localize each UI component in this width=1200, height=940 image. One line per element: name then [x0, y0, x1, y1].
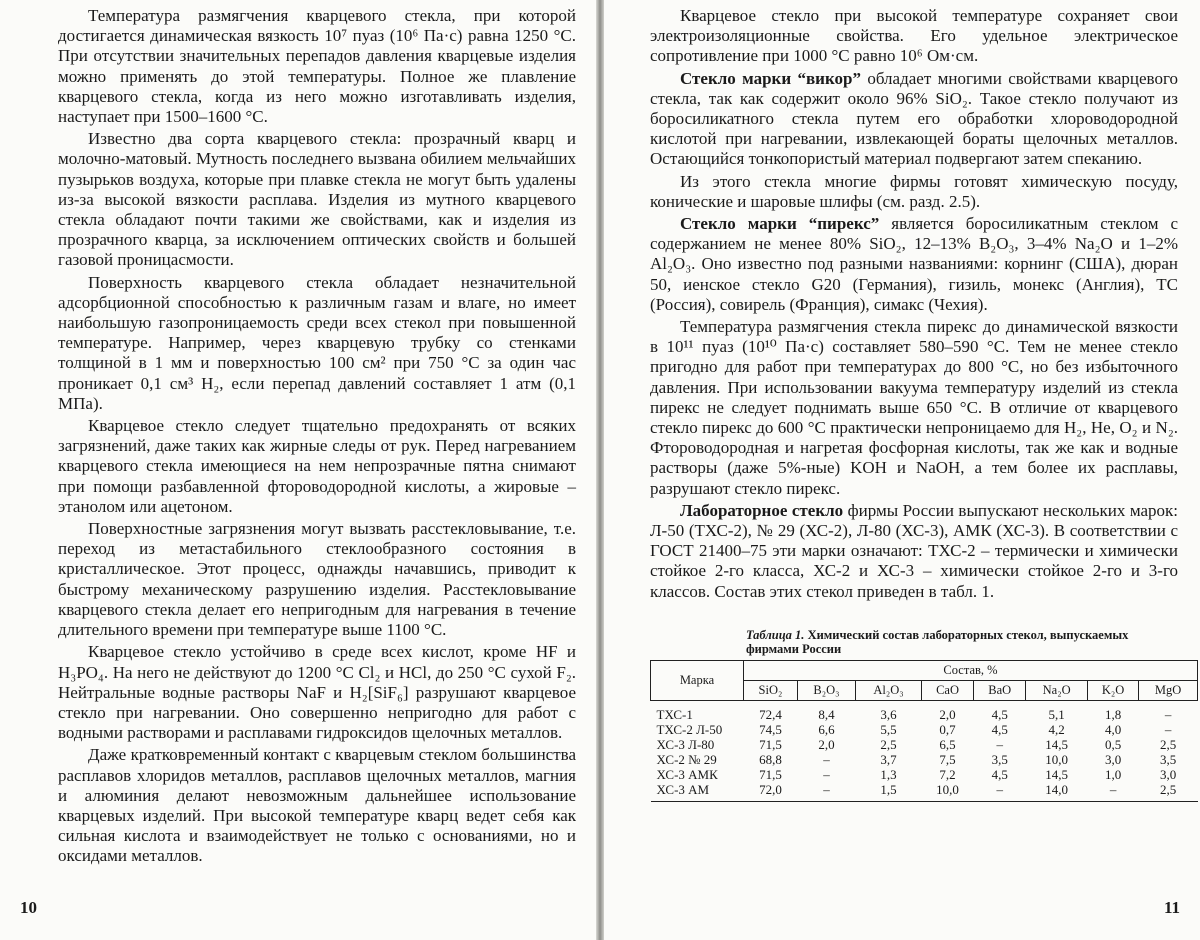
paragraph [650, 69, 1178, 170]
composition-table [650, 660, 1198, 802]
paragraph-text: является боросиликатным стеклом с содержанием не менее 80% SiO₂, 12–13% B₂O₃, 3–4% Na₂O и 1–2% Al₂O₃. Оно известно под разными названиями: корнинг (США), дюран 50, иенское стекло G20 (Германия), гизиль, монекс (Англия), ТС (Россия), совирель (Франция), симакс (Чехия). [650, 214, 1179, 314]
table-cell: 2,0 [818, 736, 835, 752]
table-caption-text: Химический состав лабораторных стекол, выпускаемых фирмами России [746, 627, 1129, 656]
paragraph [650, 501, 1178, 602]
column-header: Al₂O₃ [856, 680, 922, 700]
table-cell: – [996, 736, 1003, 752]
table-cell: 8,4 [818, 706, 835, 722]
paragraph: Из этого стекла многие фирмы готовят химическую посуду, конические и шаровые шлифы (см. разд. 2.5). [650, 171, 1178, 211]
table-cell: 71,5 [759, 766, 782, 782]
paragraph-text: обладает многими свойствами кварцевого стекла, так как содержит около 96% SiO₂. Такое стекло получают из боросиликатного стекла путем его обработки хлороводородной кислотой при нагревании, извлекающей бораты щелочных металлов. Остающийся тонкопористый материал подвергают затем спеканию. [650, 68, 1178, 169]
table-cell: 71,5 [759, 736, 782, 752]
paragraph: Кварцевое стекло следует тщательно предохранять от всяких загрязнений, даже таких как жирные следы от рук. Перед нагреванием кварцевого стекла имеющиеся на нем непрозрачные пятна снимают при помощи разбавленной фтороводородной кислоты, а жировые – этанолом или ацетоном. [58, 416, 576, 516]
table-cell: 72,0 [744, 782, 798, 802]
column-header: MgO [1139, 680, 1198, 700]
table-cell: 4,5 [991, 721, 1008, 737]
table-cell: – [1087, 782, 1138, 802]
table-cell: 14,0 [1026, 782, 1088, 802]
column-header: K₂O [1087, 680, 1138, 700]
table-cell: – [1164, 721, 1172, 737]
column-header: Na₂O [1026, 680, 1088, 700]
table-cell: 6,6 [818, 721, 835, 737]
table-caption [746, 628, 1178, 656]
right-page [604, 0, 1200, 940]
paragraph-text: фирмы России выпускают нескольких марок: Л-50 (ТХС-2), № 29 (ХС-2), Л-80 (ХС-3), АМК (ХС-3). В соответствии с ГОСТ 21400–75 эти марки означают: ТХС-2 – термически и химически стойкое 2-го класса, ХС-2 и ХС-3 – химически стойкое 2-го и 3-го классов. Состав этих стекол приведен в табл. 1. [650, 500, 1178, 601]
table-cell: – [823, 751, 830, 767]
table-cell: 1,0 [1104, 766, 1122, 782]
table-cell: – [823, 766, 830, 782]
table-cell: 2,0 [939, 706, 956, 722]
table-cell: 2,5 [880, 736, 897, 752]
table-cell: 1,5 [856, 782, 922, 802]
paragraph: Поверхность кварцевого стекла обладает незначительной адсорбционной способностью к различным газам и влаге, но имеет наибольшую газопроницаемость среди всех стекол при повышенной температуре. Например, через кварцевую трубку со стенками толщиной в 1 мм и поверхностью 100 см² при 750 °С за один час проникает 0,1 см³ H₂, если перепад давлений составляет 1 атм (0,1 МПа). [58, 272, 576, 413]
table-cell: 14,5 [1045, 766, 1069, 782]
row-label: ТХС-1 [656, 706, 693, 722]
term-vikor: Стекло марки “викор” [680, 68, 861, 88]
table-cell: 0,7 [939, 721, 956, 737]
paragraph: Поверхностные загрязнения могут вызвать расстекловывание, т.е. переход из метастабильного стеклообразного состояния в кристаллическое. Этот процесс, однажды начавшись, приводит к быстрому механическому разрушению изделия. Расстекловывание кварцевого стекла делает его непригодным для нагревания в течение длительного времени при температуре выше 1100 °С. [58, 519, 576, 640]
table-caption-label: Таблица 1. [746, 627, 805, 642]
table-cell: 4,2 [1048, 721, 1065, 737]
table-cell: – [1164, 706, 1172, 722]
row-label: ХС-3 АМ [651, 782, 744, 802]
table-cell: 2,5 [1159, 736, 1177, 752]
table-cell: 6,5 [939, 736, 956, 752]
table-row [651, 782, 1198, 802]
column-header: CaO [921, 680, 973, 700]
paragraph [650, 214, 1178, 315]
table-row [651, 722, 1198, 737]
column-header: SiO₂ [744, 680, 798, 700]
table-cell: 74,5 [759, 721, 782, 737]
page-number: 10 [20, 898, 37, 917]
table-cell: – [974, 782, 1026, 802]
table-cell: 4,5 [991, 706, 1008, 722]
table-cell: 4,0 [1104, 721, 1122, 737]
table-cell: 3,0 [1159, 766, 1177, 782]
row-label: ТХС-2 Л-50 [656, 721, 723, 737]
table-cell: – [797, 782, 855, 802]
table-cell: 7,5 [939, 751, 956, 767]
column-header-mark: Марка [651, 660, 744, 700]
table-cell: 3,5 [991, 751, 1008, 767]
table-cell: 1,8 [1104, 706, 1122, 722]
table-row [651, 752, 1198, 767]
paragraph: Известно два сорта кварцевого стекла: прозрачный кварц и молочно-матовый. Мутность последнего вызвана обилием мельчайших пузырьков воздуха, которые при плавке стекла не могут быть удалены из-за высокой вязкости расплава. Изделия из мутного кварцевого стекла обладают почти такими же свойствами, как и изделия из прозрачного кварца, за исключением оптических свойств и большей газовой проницасмости. [58, 129, 576, 270]
table-row [651, 700, 1198, 722]
table-row [651, 737, 1198, 752]
paragraph: Даже кратковременный контакт с кварцевым стеклом большинства расплавов хлоридов металлов, расплавов щелочных металлов, магния и алюминия делают невозможным дальнейшее использование кварцевых изделий. При высокой температуре кварц ведет себя как сильная кислота и взаимодействует не только с основаниями, но и оксидами металлов. [58, 745, 576, 866]
paragraph: Кварцевое стекло устойчиво в среде всех кислот, кроме HF и H₃PO₄. На него не действуют до 1200 °С Cl₂ и HCl, до 250 °С сухой F₂. Нейтральные водные растворы NaF и H₂[SiF₆] разрушают кварцевое стекло при нагревании. Оно совершенно непригодно для работ с водными растворами и расплавами гидроксидов щелочных металлов. [58, 642, 576, 743]
column-header: B₂O₃ [797, 680, 855, 700]
table-row [651, 767, 1198, 782]
table-body [651, 700, 1198, 801]
left-page [0, 0, 598, 940]
table-cell: 72,4 [759, 706, 782, 722]
column-header-composition: Состав, % [744, 660, 1198, 680]
page-number: 11 [1163, 898, 1180, 917]
column-header: BaO [974, 680, 1026, 700]
table-cell: 3,5 [1159, 751, 1177, 767]
term-lab-glass: Лабораторное стекло [680, 500, 844, 520]
table-cell: 68,8 [759, 751, 782, 767]
table-cell: 1,3 [880, 766, 897, 782]
book-gutter [596, 0, 604, 940]
term-pyrex: Стекло марки “пирекс” [680, 214, 880, 234]
paragraph: Кварцевое стекло при высокой температуре сохраняет свои электроизоляционные свойства. Его удельное электрическое сопротивление при 1000 °С равно 10⁶ Ом·см. [650, 6, 1178, 66]
table-cell: 5,1 [1048, 706, 1065, 722]
table-cell: 14,5 [1045, 736, 1069, 752]
table-cell: 7,2 [939, 766, 956, 782]
row-label: ХС-3 Л-80 [656, 736, 715, 752]
row-label: ХС-2 № 29 [656, 751, 717, 767]
paragraph: Температура размягчения кварцевого стекла, при которой достигается динамическая вязкость 10⁷ пуаз (10⁶ Па·с) равна 1250 °С. При отсутствии значительных перепадов давления кварцевые изделия можно применять до этой температуры. Полное же плавление кварцевого стекла, когда из него можно изготавливать изделия, наступает при 1500–1600 °С. [58, 6, 576, 127]
table-cell: 3,0 [1104, 751, 1122, 767]
table-cell: 3,6 [880, 706, 897, 722]
table-cell: 5,5 [880, 721, 897, 737]
table-cell: 2,5 [1139, 782, 1198, 802]
table-cell: 10,0 [1045, 751, 1069, 767]
table-cell: 0,5 [1104, 736, 1122, 752]
row-label: ХС-3 АМК [656, 766, 718, 782]
table-cell: 10,0 [921, 782, 973, 802]
table-cell: 4,5 [991, 766, 1008, 782]
paragraph: Температура размягчения стекла пирекс до динамической вязкости в 10¹¹ пуаз (10¹⁰ Па·с) составляет 580–590 °С. Тем не менее стекло пригодно для работ при температурах до 800 °С, но без избыточного давления. При использовании вакуума температуру изделий из стекла пирекс не следует поднимать выше 650 °С. В отличие от кварцевого стекло пирекс до 600 °С практически непроницаемо для H₂, He, O₂ и N₂. Фтороводородная и нагретая фосфорная кислоты, так же как и водные растворы (даже 5%-ные) KOH и NaOH, а тем более их расплавы, разрушают стекло пирекс. [650, 317, 1178, 498]
table-cell: 3,7 [880, 751, 897, 767]
